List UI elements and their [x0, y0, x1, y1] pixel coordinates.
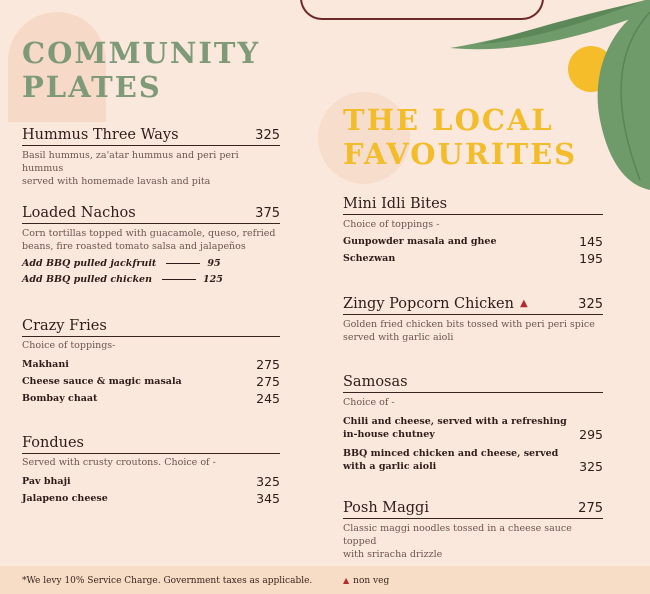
- menu-item-crazy-fries: [22, 318, 280, 405]
- non-veg-icon: ▲: [519, 298, 528, 309]
- item-title: Crazy Fries: [22, 318, 107, 334]
- addon-row: Add BBQ pulled jackfruit 95: [22, 258, 221, 269]
- menu-item-loaded-nachos: [22, 205, 280, 285]
- leaf-large: [598, 4, 650, 190]
- item-title: Mini Idli Bites: [343, 196, 448, 212]
- item-note: Served with crusty croutons. Choice of -: [22, 453, 280, 471]
- item-title: Hummus Three Ways: [22, 127, 179, 143]
- option-row: Bombay chaat 245: [22, 391, 280, 406]
- heading-line: PLATES: [22, 70, 162, 104]
- non-veg-legend: [343, 576, 389, 586]
- item-price: 375: [255, 206, 280, 221]
- heading-line: FAVOURITES: [343, 137, 578, 171]
- heading-line: COMMUNITY: [22, 36, 261, 70]
- item-title: Posh Maggi: [343, 500, 429, 516]
- section-heading-local-favourites: [343, 103, 577, 171]
- item-title: Samosas: [343, 374, 408, 390]
- option-row: Makhani 275: [22, 357, 280, 372]
- item-description: Classic maggi noodles tossed in a cheese sauce topped with sriracha drizzle: [343, 523, 572, 560]
- non-veg-icon: ▲: [343, 576, 350, 585]
- item-price: 325: [578, 297, 603, 312]
- item-title: Loaded Nachos: [22, 205, 136, 221]
- option-row: Pav bhaji 325: [22, 474, 280, 489]
- option-row: Gunpowder masala and ghee 145: [343, 234, 603, 249]
- item-note: Choice of toppings-: [22, 336, 280, 354]
- footer: [0, 566, 650, 594]
- addon-row: Add BBQ pulled chicken 125: [22, 274, 223, 285]
- item-title: Fondues: [22, 435, 84, 451]
- item-description: Golden fried chicken bits tossed with peri peri spice served with garlic aioli: [343, 319, 595, 343]
- item-description: Basil hummus, za'atar hummus and peri peri hummus served with homemade lavash and pita: [22, 150, 239, 187]
- item-price: 325: [255, 128, 280, 143]
- option-row: Jalapeno cheese 345: [22, 491, 280, 506]
- service-charge-note: *We levy 10% Service Charge. Government taxes as applicable.: [22, 576, 313, 586]
- option-row: Schezwan 195: [343, 251, 603, 266]
- item-title: Zingy Popcorn Chicken ▲: [343, 296, 528, 312]
- item-price: 275: [578, 501, 603, 516]
- legend-label: non veg: [353, 576, 390, 586]
- menu-item-hummus-three-ways: [22, 127, 280, 188]
- option-row: Cheese sauce & magic masala 275: [22, 374, 280, 389]
- section-heading-community-plates: [22, 36, 260, 104]
- item-note: Choice of toppings -: [343, 219, 440, 230]
- option-row: BBQ minced chicken and cheese, served with a garlic aioli 325: [343, 448, 603, 474]
- menu-item-zingy-popcorn-chicken: [343, 296, 603, 344]
- item-description: Corn tortillas topped with guacamole, queso, refried beans, fire roasted tomato salsa and jalapeños: [22, 228, 276, 252]
- item-note: Choice of -: [343, 397, 395, 408]
- option-row: Chili and cheese, served with a refreshing in-house chutney 295: [343, 416, 603, 442]
- menu-item-mini-idli-bites: [343, 196, 603, 265]
- menu-item-samosas: [343, 374, 603, 473]
- menu-item-fondues: [22, 435, 280, 505]
- heading-line: THE LOCAL: [343, 103, 554, 137]
- menu-item-posh-maggi: [343, 500, 603, 561]
